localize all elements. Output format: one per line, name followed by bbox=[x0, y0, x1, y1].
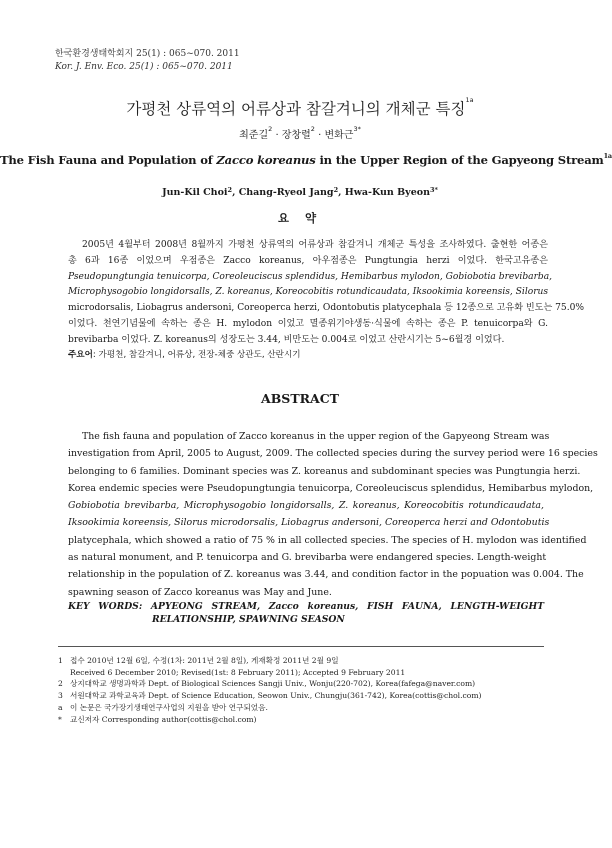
title-en-species: Zacco koreanus bbox=[216, 153, 316, 167]
korean-abstract-line: 이었다. 천연기념물에 속하는 종은 H. mylodon 이었고 멸종위기야생동·식물에 속하는 종은 P. tenuicorpa와 G. bbox=[68, 318, 548, 329]
footnotes bbox=[58, 655, 548, 725]
footnote bbox=[58, 667, 548, 679]
english-abstract-line: investigation from April, 2005 to August, 2009. The collected species during the survey period were 16 species bbox=[68, 448, 598, 460]
journal-citation-en: Kor. J. Env. Eco. 25(1) : 065~070. 2011 bbox=[55, 62, 233, 72]
english-abstract bbox=[68, 428, 598, 601]
english-keywords bbox=[68, 600, 544, 626]
english-abstract-line: platycephala, which showed a ratio of 75 % in all collected species. The species of H. mylodon was identified bbox=[68, 534, 587, 546]
footnote-mark: 3 bbox=[58, 691, 63, 701]
author-ko-3: 변화근 bbox=[324, 130, 354, 141]
footnote-mark: 2 bbox=[58, 679, 63, 689]
korean-abstract-line: Microphysogobio longidorsalls, Z. koreanus, Koreocobitis rotundicaudata, Iksookimia koreensis, Silorus bbox=[68, 287, 549, 298]
title-en-part-2: in the Upper Region of the Gapyeong Stream bbox=[315, 153, 604, 167]
korean-abstract bbox=[68, 238, 585, 349]
footnote bbox=[58, 714, 548, 726]
korean-abstract-line: 총 6과 16종 이었으며 우점종은 Zacco koreanus, 아우점종은 Pungtungia herzi 이었다. 한국고유종은 bbox=[68, 255, 548, 266]
author-ko-2-sup: 2 bbox=[310, 125, 315, 133]
authors-english bbox=[0, 187, 600, 198]
english-keywords-line-2: RELATIONSHIP, SPAWNING SEASON bbox=[152, 614, 345, 625]
english-abstract-line: Korea endemic species were Pseudopungtungia tenuicorpa, Coreoleuciscus splendidus, Hemibarbus mylodon, bbox=[68, 482, 594, 494]
english-abstract-line: belonging to 6 families. Dominant species was Z. koreanus and subdominant species was Pungtungia herzi. bbox=[68, 465, 581, 477]
footnote-text: 상지대학교 생명과학과 Dept. of Biological Sciences Sangji Univ., Wonju(220-702), Korea(fafega@naver.com) bbox=[70, 679, 476, 689]
title-korean-text: 가평천 상류역의 어류상과 참갈겨니의 개체군 특징 bbox=[126, 100, 466, 118]
korean-abstract-line: Pseudopungtungia tenuicorpa, Coreoleuciscus splendidus, Hemibarbus mylodon, Gobiobotia brevibarba, bbox=[68, 271, 553, 282]
korean-keywords-text: : 가평천, 참갈겨니, 어류상, 전장-체중 상관도, 산란시기 bbox=[92, 350, 301, 360]
author-ko-1-sup: 2 bbox=[268, 125, 273, 133]
journal-citation-ko: 한국환경생태학회지 25(1) : 065~070. 2011 bbox=[55, 49, 240, 59]
footnote-text: 접수 2010년 12월 6일, 수정(1차: 2011년 2월 8일), 게재확정 2011년 2월 9일 bbox=[70, 656, 339, 665]
footnote-mark: 1 bbox=[58, 656, 63, 665]
footnote bbox=[58, 690, 548, 702]
author-separator: · bbox=[314, 130, 325, 141]
authors-korean bbox=[0, 126, 600, 141]
english-abstract-line: Gobiobotia brevibarba, Microphysogobio longidorsalls, Z. koreanus, Koreocobitis rotundicaudata, bbox=[68, 500, 544, 512]
abstract-heading: ABSTRACT bbox=[261, 391, 339, 406]
author-en-sep: , bbox=[338, 187, 345, 198]
footnote-mark: * bbox=[58, 714, 62, 724]
footnote-divider bbox=[58, 646, 544, 647]
title-korean bbox=[0, 97, 600, 119]
english-abstract-line: as natural monument, and P. tenuicorpa and G. brevibarba were endangered species. Length-weight bbox=[68, 552, 547, 564]
english-abstract-line: spawning season of Zacco koreanus was May and June. bbox=[68, 586, 332, 598]
author-ko-2: 장창렬 bbox=[281, 130, 311, 141]
author-en-1: Jun-Kil Choi bbox=[162, 187, 228, 198]
korean-abstract-line: 2005년 4월부터 2008년 8월까지 가평천 상류역의 어류상과 참갈겨니 개체군 특성을 조사하였다. 출현한 어종은 bbox=[82, 240, 548, 250]
author-ko-1: 최준길 bbox=[239, 130, 269, 141]
author-en-2-sup: 2 bbox=[333, 186, 339, 194]
author-en-2: Chang-Ryeol Jang bbox=[238, 187, 334, 198]
author-ko-3-sup: 3* bbox=[353, 125, 361, 133]
korean-keywords-label: 주요어 bbox=[68, 350, 93, 360]
author-en-sep: , bbox=[232, 187, 239, 198]
footnote bbox=[58, 655, 548, 667]
title-en-sup: 1a bbox=[603, 152, 612, 160]
footnote-text: 이 논문은 국가장기생태연구사업의 지원을 받아 연구되었음. bbox=[70, 702, 268, 712]
author-en-3-sup: 3* bbox=[429, 186, 438, 194]
author-en-1-sup: 2 bbox=[227, 186, 233, 194]
footnote-text: Received 6 December 2010; Revised(1st: 8 February 2011); Accepted 9 February 2011 bbox=[70, 667, 406, 677]
english-abstract-line: The fish fauna and population of Zacco koreanus in the upper region of the Gapyeong Stream was bbox=[82, 431, 550, 442]
korean-abstract-line: brevibarba 이었다. Z. koreanus의 성장도는 3.44, 비만도는 0.004로 이었고 산란시기는 5~6월경 이었다. bbox=[68, 334, 505, 345]
english-abstract-line: Iksookimia koreensis, Silorus microdorsalis, Liobagrus andersoni, Coreoperca herzi and Odontobutis bbox=[68, 517, 550, 529]
korean-abstract-heading: 요 약 bbox=[277, 211, 323, 225]
english-keywords-line-1: KEY WORDS: APYEONG STREAM, Zacco koreanus, FISH FAUNA, LENGTH-WEIGHT bbox=[68, 601, 544, 612]
footnote bbox=[58, 678, 548, 690]
title-korean-sup: 1a bbox=[465, 96, 474, 104]
english-abstract-line: relationship in the population of Z. koreanus was 3.44, and condition factor in the popuation was 0.004. The bbox=[68, 569, 584, 581]
author-separator: · bbox=[272, 130, 282, 141]
title-english bbox=[0, 152, 612, 167]
footnote-mark: a bbox=[58, 702, 63, 712]
footnote bbox=[58, 702, 548, 714]
author-en-3: Hwa-Kun Byeon bbox=[344, 187, 430, 198]
korean-abstract-line: microdorsalis, Liobagrus andersoni, Coreoperca herzi, Odontobutis platycephala 등 12종으로 고유화 빈도는 75.0% bbox=[68, 303, 585, 314]
footnote-text: 서원대학교 과학교육과 Dept. of Science Education, Seowon Univ., Chungju(361-742), Korea(cottis@chol.com) bbox=[70, 691, 482, 701]
title-en-part-1: The Fish Fauna and Population of bbox=[0, 153, 217, 167]
journal-header bbox=[55, 48, 240, 74]
korean-keywords bbox=[68, 348, 301, 360]
footnote-text: 교신저자 Corresponding author(cottis@chol.com) bbox=[70, 714, 257, 724]
